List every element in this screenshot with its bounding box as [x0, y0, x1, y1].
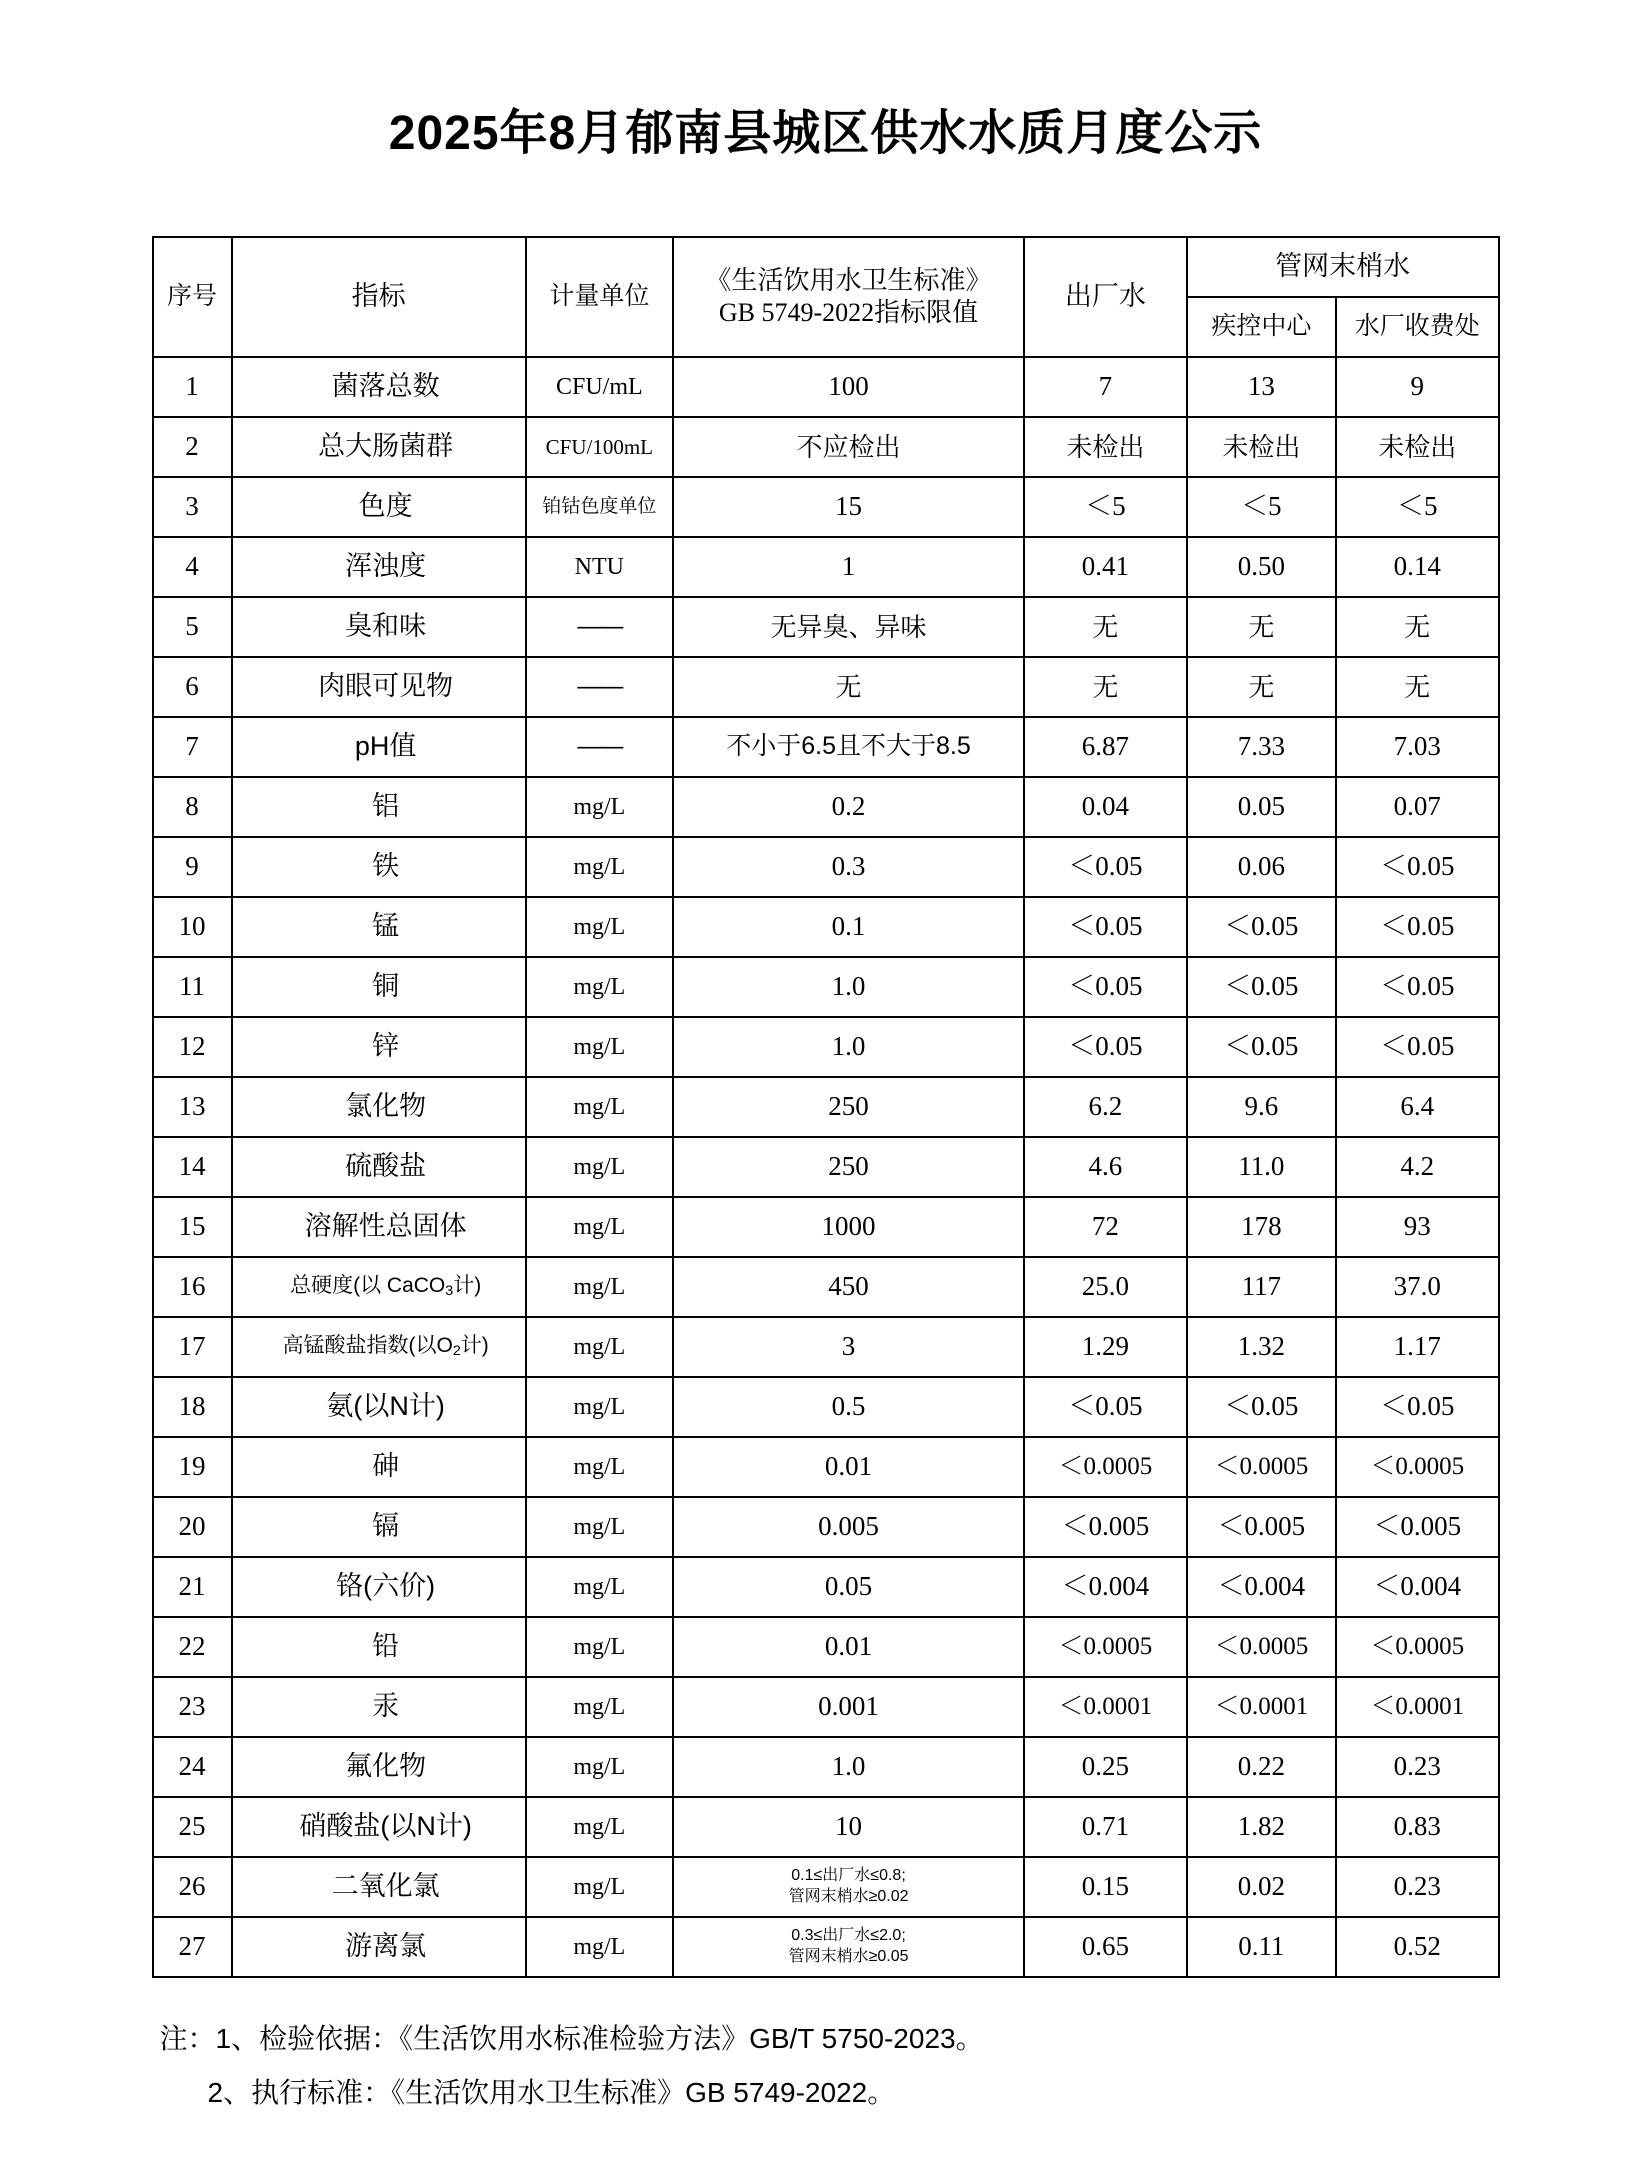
cell-indicator: 肉眼可见物	[232, 657, 526, 717]
cell-indicator: 氨(以N计)	[232, 1377, 526, 1437]
cell-row-index: 13	[153, 1077, 232, 1137]
cell-waterworks-fee-office: 93	[1336, 1197, 1499, 1257]
cell-standard-limit: 无异臭、异味	[673, 597, 1024, 657]
cell-waterworks-fee-office: ＜0.0005	[1336, 1617, 1499, 1677]
cell-plant-water: ＜0.004	[1024, 1557, 1186, 1617]
cell-row-index: 8	[153, 777, 232, 837]
table-row	[153, 837, 1499, 897]
cell-unit: mg/L	[526, 1317, 673, 1377]
cell-unit: ——	[526, 717, 673, 777]
table-row	[153, 1617, 1499, 1677]
cell-indicator: 菌落总数	[232, 357, 526, 417]
cell-standard-limit: 100	[673, 357, 1024, 417]
cell-cdc: 117	[1187, 1257, 1336, 1317]
cell-standard-limit: 0.01	[673, 1437, 1024, 1497]
cell-standard-limit: 1.0	[673, 1017, 1024, 1077]
cell-unit: mg/L	[526, 1137, 673, 1197]
cell-unit: mg/L	[526, 1497, 673, 1557]
cell-cdc: ＜0.05	[1187, 957, 1336, 1017]
cell-plant-water: ＜0.05	[1024, 1377, 1186, 1437]
cell-unit: mg/L	[526, 1077, 673, 1137]
table-row	[153, 1317, 1499, 1377]
cell-indicator: 二氧化氯	[232, 1857, 526, 1917]
cell-plant-water: 4.6	[1024, 1137, 1186, 1197]
cell-row-index: 27	[153, 1917, 232, 1977]
cell-plant-water: 无	[1024, 597, 1186, 657]
cell-standard-limit: 0.3≤出厂水≤2.0; 管网末梢水≥0.05	[673, 1917, 1024, 1977]
table-row	[153, 357, 1499, 417]
table-header-row-1	[153, 237, 1499, 297]
table-row	[153, 1857, 1499, 1917]
cell-standard-limit: 0.2	[673, 777, 1024, 837]
cell-row-index: 6	[153, 657, 232, 717]
cell-cdc: 0.06	[1187, 837, 1336, 897]
cell-indicator: 铁	[232, 837, 526, 897]
cell-unit: mg/L	[526, 837, 673, 897]
cell-standard-limit: 无	[673, 657, 1024, 717]
cell-standard-limit: 0.5	[673, 1377, 1024, 1437]
cell-plant-water: ＜0.0005	[1024, 1617, 1186, 1677]
cell-waterworks-fee-office: 9	[1336, 357, 1499, 417]
cell-indicator: 锰	[232, 897, 526, 957]
cell-standard-limit: 15	[673, 477, 1024, 537]
cell-indicator: 氟化物	[232, 1737, 526, 1797]
cell-row-index: 22	[153, 1617, 232, 1677]
table-row	[153, 1377, 1499, 1437]
cell-waterworks-fee-office: 37.0	[1336, 1257, 1499, 1317]
cell-waterworks-fee-office: 未检出	[1336, 417, 1499, 477]
table-row	[153, 477, 1499, 537]
table-row	[153, 1437, 1499, 1497]
cell-cdc: 0.11	[1187, 1917, 1336, 1977]
cell-cdc: ＜0.004	[1187, 1557, 1336, 1617]
cell-standard-limit: 不小于6.5且不大于8.5	[673, 717, 1024, 777]
cell-standard-limit: 0.05	[673, 1557, 1024, 1617]
cell-row-index: 4	[153, 537, 232, 597]
cell-row-index: 10	[153, 897, 232, 957]
cell-cdc: ＜0.005	[1187, 1497, 1336, 1557]
cell-waterworks-fee-office: 无	[1336, 657, 1499, 717]
table-row	[153, 417, 1499, 477]
cell-unit: mg/L	[526, 1857, 673, 1917]
cell-standard-limit: 0.01	[673, 1617, 1024, 1677]
cell-row-index: 21	[153, 1557, 232, 1617]
cell-waterworks-fee-office: 4.2	[1336, 1137, 1499, 1197]
cell-standard-limit: 250	[673, 1137, 1024, 1197]
cell-cdc: ＜0.0005	[1187, 1617, 1336, 1677]
cell-row-index: 20	[153, 1497, 232, 1557]
cell-waterworks-fee-office: ＜0.005	[1336, 1497, 1499, 1557]
water-quality-table-wrapper	[152, 236, 1500, 1978]
cell-unit: CFU/100mL	[526, 417, 673, 477]
cell-waterworks-fee-office: ＜0.05	[1336, 837, 1499, 897]
cell-plant-water: 72	[1024, 1197, 1186, 1257]
standard-limit-line-2: GB 5749-2022指标限值	[718, 297, 979, 327]
cell-indicator: 色度	[232, 477, 526, 537]
table-row	[153, 537, 1499, 597]
table-row	[153, 957, 1499, 1017]
cell-unit: mg/L	[526, 957, 673, 1017]
cell-standard-limit: 1.0	[673, 1737, 1024, 1797]
cell-unit: ——	[526, 657, 673, 717]
cell-waterworks-fee-office: 0.14	[1336, 537, 1499, 597]
cell-plant-water: ＜5	[1024, 477, 1186, 537]
cell-waterworks-fee-office: ＜0.05	[1336, 957, 1499, 1017]
cell-waterworks-fee-office: 0.83	[1336, 1797, 1499, 1857]
table-row	[153, 1677, 1499, 1737]
cell-indicator: 溶解性总固体	[232, 1197, 526, 1257]
cell-plant-water: 无	[1024, 657, 1186, 717]
cell-indicator: 砷	[232, 1437, 526, 1497]
table-row	[153, 597, 1499, 657]
cell-cdc: 无	[1187, 597, 1336, 657]
cell-cdc: 11.0	[1187, 1137, 1336, 1197]
cell-plant-water: ＜0.0001	[1024, 1677, 1186, 1737]
cell-row-index: 2	[153, 417, 232, 477]
cell-indicator: 总硬度(以 CaCO$_3$计)	[232, 1257, 526, 1317]
cell-waterworks-fee-office: ＜0.05	[1336, 1377, 1499, 1437]
cell-indicator: 总大肠菌群	[232, 417, 526, 477]
cell-standard-limit: 0.3	[673, 837, 1024, 897]
cell-cdc: ＜0.05	[1187, 1377, 1336, 1437]
notes-section	[152, 2012, 1500, 2121]
cell-unit: mg/L	[526, 1617, 673, 1677]
cell-row-index: 5	[153, 597, 232, 657]
cell-indicator: 硝酸盐(以N计)	[232, 1797, 526, 1857]
page-title: 2025年8月郁南县城区供水水质月度公示	[388, 107, 1263, 160]
column-header-plant-water: 出厂水	[1024, 237, 1186, 357]
cell-plant-water: ＜0.005	[1024, 1497, 1186, 1557]
cell-cdc: 178	[1187, 1197, 1336, 1257]
cell-waterworks-fee-office: ＜0.004	[1336, 1557, 1499, 1617]
cell-standard-limit: 250	[673, 1077, 1024, 1137]
cell-cdc: 1.32	[1187, 1317, 1336, 1377]
column-header-cdc: 疾控中心	[1187, 297, 1336, 357]
cell-plant-water: 0.15	[1024, 1857, 1186, 1917]
cell-plant-water: ＜0.05	[1024, 1017, 1186, 1077]
cell-cdc: ＜0.0005	[1187, 1437, 1336, 1497]
cell-unit: 铂钴色度单位	[526, 477, 673, 537]
cell-indicator: 汞	[232, 1677, 526, 1737]
column-header-pipeline-end-water: 管网末梢水	[1187, 237, 1499, 297]
cell-indicator: 游离氯	[232, 1917, 526, 1977]
table-row	[153, 657, 1499, 717]
table-row	[153, 1737, 1499, 1797]
cell-plant-water: 6.87	[1024, 717, 1186, 777]
cell-row-index: 18	[153, 1377, 232, 1437]
table-row	[153, 1017, 1499, 1077]
cell-cdc: ＜5	[1187, 477, 1336, 537]
standard-limit-line-1: 《生活饮用水卫生标准》	[705, 265, 992, 296]
table-body	[153, 357, 1499, 1977]
cell-indicator: 臭和味	[232, 597, 526, 657]
cell-standard-limit: 1.0	[673, 957, 1024, 1017]
column-header-standard-limit	[673, 237, 1024, 357]
cell-waterworks-fee-office: 7.03	[1336, 717, 1499, 777]
cell-unit: mg/L	[526, 1557, 673, 1617]
cell-indicator: 铜	[232, 957, 526, 1017]
cell-unit: CFU/mL	[526, 357, 673, 417]
cell-row-index: 15	[153, 1197, 232, 1257]
cell-plant-water: 0.41	[1024, 537, 1186, 597]
cell-indicator: 浑浊度	[232, 537, 526, 597]
cell-cdc: ＜0.0001	[1187, 1677, 1336, 1737]
cell-standard-limit: 0.005	[673, 1497, 1024, 1557]
cell-unit: mg/L	[526, 777, 673, 837]
table-header	[153, 237, 1499, 357]
cell-unit: mg/L	[526, 1197, 673, 1257]
cell-waterworks-fee-office: ＜0.0005	[1336, 1437, 1499, 1497]
cell-plant-water: 1.29	[1024, 1317, 1186, 1377]
cell-plant-water: ＜0.05	[1024, 897, 1186, 957]
cell-indicator: 铝	[232, 777, 526, 837]
cell-waterworks-fee-office: 无	[1336, 597, 1499, 657]
cell-waterworks-fee-office: 1.17	[1336, 1317, 1499, 1377]
table-row	[153, 1077, 1499, 1137]
cell-row-index: 1	[153, 357, 232, 417]
table-row	[153, 1257, 1499, 1317]
cell-row-index: 12	[153, 1017, 232, 1077]
cell-unit: mg/L	[526, 1377, 673, 1437]
cell-waterworks-fee-office: 0.23	[1336, 1737, 1499, 1797]
cell-indicator: 锌	[232, 1017, 526, 1077]
cell-waterworks-fee-office: ＜0.0001	[1336, 1677, 1499, 1737]
cell-plant-water: 25.0	[1024, 1257, 1186, 1317]
cell-unit: mg/L	[526, 1257, 673, 1317]
cell-plant-water: 6.2	[1024, 1077, 1186, 1137]
column-header-index: 序号	[153, 237, 232, 357]
cell-cdc: 无	[1187, 657, 1336, 717]
table-row	[153, 1137, 1499, 1197]
cell-plant-water: 0.71	[1024, 1797, 1186, 1857]
cell-cdc: 7.33	[1187, 717, 1336, 777]
cell-cdc: 13	[1187, 357, 1336, 417]
cell-standard-limit: 450	[673, 1257, 1024, 1317]
note-line-1: 注：1、检验依据：《生活饮用水标准检验方法》GB/T 5750-2023。	[159, 2022, 984, 2054]
table-row	[153, 777, 1499, 837]
cell-waterworks-fee-office: ＜0.05	[1336, 1017, 1499, 1077]
water-quality-table	[152, 236, 1500, 1978]
column-header-indicator: 指标	[232, 237, 526, 357]
cell-unit: mg/L	[526, 1737, 673, 1797]
cell-cdc: 未检出	[1187, 417, 1336, 477]
cell-plant-water: 0.04	[1024, 777, 1186, 837]
cell-unit: mg/L	[526, 1017, 673, 1077]
cell-plant-water: 7	[1024, 357, 1186, 417]
cell-unit: mg/L	[526, 1797, 673, 1857]
cell-row-index: 7	[153, 717, 232, 777]
cell-waterworks-fee-office: 6.4	[1336, 1077, 1499, 1137]
cell-cdc: 0.05	[1187, 777, 1336, 837]
cell-standard-limit: 0.001	[673, 1677, 1024, 1737]
cell-row-index: 3	[153, 477, 232, 537]
cell-unit: mg/L	[526, 1917, 673, 1977]
cell-cdc: 0.02	[1187, 1857, 1336, 1917]
cell-indicator: 高锰酸盐指数(以$O_2$计)	[232, 1317, 526, 1377]
cell-row-index: 23	[153, 1677, 232, 1737]
column-header-unit: 计量单位	[526, 237, 673, 357]
cell-indicator: 氯化物	[232, 1077, 526, 1137]
cell-waterworks-fee-office: ＜0.05	[1336, 897, 1499, 957]
table-row	[153, 897, 1499, 957]
cell-unit: NTU	[526, 537, 673, 597]
table-row	[153, 717, 1499, 777]
cell-indicator: 铅	[232, 1617, 526, 1677]
cell-plant-water: ＜0.05	[1024, 837, 1186, 897]
cell-row-index: 9	[153, 837, 232, 897]
cell-standard-limit: 1	[673, 537, 1024, 597]
cell-plant-water: ＜0.05	[1024, 957, 1186, 1017]
cell-row-index: 14	[153, 1137, 232, 1197]
cell-row-index: 19	[153, 1437, 232, 1497]
cell-plant-water: 0.65	[1024, 1917, 1186, 1977]
cell-row-index: 25	[153, 1797, 232, 1857]
cell-waterworks-fee-office: 0.52	[1336, 1917, 1499, 1977]
cell-cdc: ＜0.05	[1187, 1017, 1336, 1077]
cell-waterworks-fee-office: ＜5	[1336, 477, 1499, 537]
cell-standard-limit: 3	[673, 1317, 1024, 1377]
cell-indicator: 硫酸盐	[232, 1137, 526, 1197]
cell-indicator: 铬(六价)	[232, 1557, 526, 1617]
cell-row-index: 26	[153, 1857, 232, 1917]
cell-unit: mg/L	[526, 897, 673, 957]
cell-indicator: 镉	[232, 1497, 526, 1557]
table-row	[153, 1797, 1499, 1857]
cell-standard-limit: 不应检出	[673, 417, 1024, 477]
cell-standard-limit: 1000	[673, 1197, 1024, 1257]
cell-indicator: pH值	[232, 717, 526, 777]
cell-cdc: ＜0.05	[1187, 897, 1336, 957]
table-row	[153, 1917, 1499, 1977]
cell-standard-limit: 0.1≤出厂水≤0.8; 管网末梢水≥0.02	[673, 1857, 1024, 1917]
note-line-2: 2、执行标准：《生活饮用水卫生标准》GB 5749-2022。	[207, 2077, 896, 2109]
cell-waterworks-fee-office: 0.23	[1336, 1857, 1499, 1917]
cell-unit: mg/L	[526, 1437, 673, 1497]
cell-standard-limit: 10	[673, 1797, 1024, 1857]
cell-cdc: 0.22	[1187, 1737, 1336, 1797]
cell-unit: ——	[526, 597, 673, 657]
cell-waterworks-fee-office: 0.07	[1336, 777, 1499, 837]
cell-row-index: 16	[153, 1257, 232, 1317]
cell-plant-water: ＜0.0005	[1024, 1437, 1186, 1497]
cell-plant-water: 未检出	[1024, 417, 1186, 477]
cell-unit: mg/L	[526, 1677, 673, 1737]
cell-row-index: 24	[153, 1737, 232, 1797]
cell-plant-water: 0.25	[1024, 1737, 1186, 1797]
table-row	[153, 1197, 1499, 1257]
table-row	[153, 1557, 1499, 1617]
cell-row-index: 11	[153, 957, 232, 1017]
cell-row-index: 17	[153, 1317, 232, 1377]
table-row	[153, 1497, 1499, 1557]
column-header-waterworks-fee-office: 水厂收费处	[1336, 297, 1499, 357]
cell-cdc: 9.6	[1187, 1077, 1336, 1137]
cell-standard-limit: 0.1	[673, 897, 1024, 957]
cell-cdc: 0.50	[1187, 537, 1336, 597]
cell-cdc: 1.82	[1187, 1797, 1336, 1857]
